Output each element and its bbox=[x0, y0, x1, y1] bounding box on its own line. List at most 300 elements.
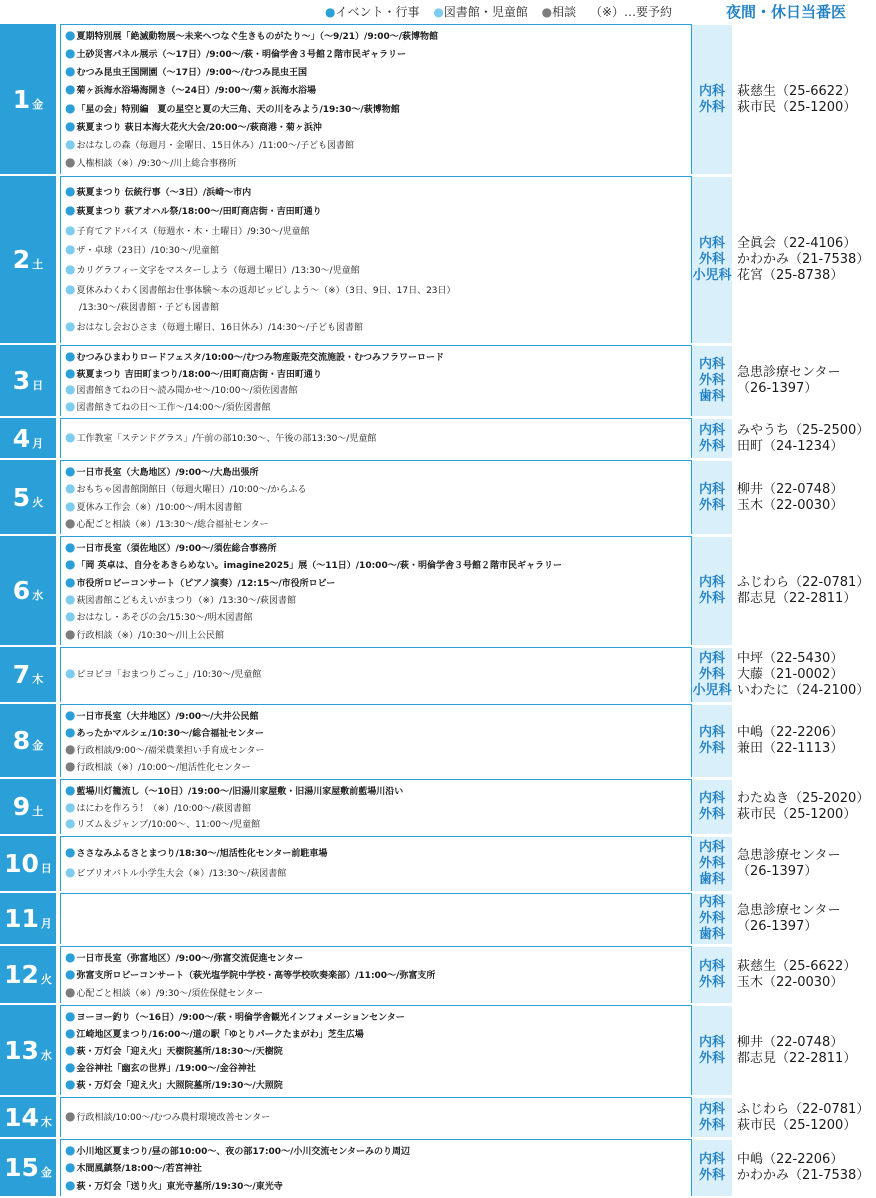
event-item bbox=[65, 222, 691, 242]
event-text: 「岡 英卓は、自分をあきらめない。imagine2025」展（～11日）/10:00～/萩・明倫学舎３号館２階市民ギャラリー bbox=[76, 561, 562, 572]
legend-item-library: ●図書館・児童館 bbox=[433, 5, 528, 19]
date-cell bbox=[0, 836, 60, 891]
event-item bbox=[65, 429, 691, 449]
department-column bbox=[692, 461, 732, 534]
doctor-name: ふじわら（22-0781） bbox=[737, 1101, 870, 1117]
events-cell bbox=[60, 836, 692, 891]
doctor-column bbox=[732, 365, 876, 397]
event-text: 萩・万灯会「迎え火」大照院墓所/19:30～/大照院 bbox=[76, 1081, 283, 1091]
bullet-icon: ● bbox=[65, 203, 76, 218]
event-text: 金谷神社「幽玄の世界」/19:00～/金谷神社 bbox=[76, 1064, 256, 1074]
department-label: 内科 bbox=[698, 895, 725, 910]
weekday-label: 土 bbox=[32, 805, 44, 818]
department-label: 外科 bbox=[698, 856, 725, 871]
bullet-icon: ● bbox=[65, 398, 76, 413]
event-item bbox=[65, 498, 691, 515]
doctor-column bbox=[732, 84, 876, 116]
duty-doctor-cell bbox=[692, 345, 876, 416]
event-item bbox=[65, 463, 691, 480]
event-item bbox=[65, 1142, 691, 1159]
date-cell bbox=[0, 460, 60, 534]
doctor-name: 中嶋（22-2206） bbox=[737, 1152, 844, 1167]
doctor-name: みやうち（25-2500） bbox=[737, 422, 870, 438]
events-cell bbox=[60, 704, 692, 777]
event-text: 夏期特別展「絶滅動物展～未来へつなぐ生きものがたり～」（～9/21）/9:00～/萩博物館 bbox=[76, 32, 439, 42]
weekday-label: 木 bbox=[32, 673, 44, 686]
event-item bbox=[65, 539, 691, 556]
department-label: 外科 bbox=[698, 667, 725, 682]
events-cell bbox=[60, 418, 692, 458]
doctor-name: 萩市民（25-1200） bbox=[737, 1117, 857, 1133]
bullet-icon: ● bbox=[65, 154, 76, 169]
events-cell bbox=[60, 176, 692, 343]
date-cell bbox=[0, 1097, 60, 1137]
department-label: 内科 bbox=[698, 840, 725, 855]
calendar-header bbox=[0, 0, 876, 24]
events-cell bbox=[60, 536, 692, 645]
event-item bbox=[65, 1177, 691, 1194]
day-row bbox=[0, 946, 876, 1005]
bullet-icon: ● bbox=[65, 816, 76, 831]
event-text: むつみ昆虫王国開園（～17日）/9:00～/むつみ昆虫王国 bbox=[76, 68, 307, 79]
bullet-icon: ● bbox=[65, 967, 76, 982]
event-text: 夏休み工作会（※）/10:00～/明木図書館 bbox=[76, 502, 243, 513]
doctor-column bbox=[732, 959, 876, 991]
bullet-icon: ● bbox=[65, 46, 76, 61]
bullet-icon: ● bbox=[65, 1108, 76, 1123]
doctor-name: 急患診療センター bbox=[737, 848, 841, 863]
weekday-label: 日 bbox=[40, 862, 52, 875]
weekday-label: 金 bbox=[40, 1166, 52, 1179]
event-text: 弥富支所ロビーコンサート（萩光塩学院中学校・高等学校吹奏楽部）/11:00～/弥富支所 bbox=[76, 971, 436, 982]
doctor-column bbox=[732, 903, 876, 935]
event-text: 一日市長室（大井地区）/9:00～/大井公民館 bbox=[76, 712, 259, 722]
weekday-label: 月 bbox=[32, 436, 44, 450]
bullet-icon: ● bbox=[65, 1060, 76, 1074]
event-text: 小川地区夏まつり/昼の部10:00～、夜の部17:00～/小川交流センターみのり周辺 bbox=[76, 1147, 410, 1157]
department-label: 外科 bbox=[698, 99, 725, 115]
doctor-column bbox=[732, 482, 876, 514]
day-row bbox=[0, 345, 876, 418]
day-row bbox=[0, 647, 876, 704]
day-number: 3 bbox=[12, 366, 31, 395]
duty-doctor-cell bbox=[692, 836, 876, 891]
doctor-column bbox=[732, 1102, 876, 1134]
day-row bbox=[0, 418, 876, 460]
event-item bbox=[65, 45, 691, 63]
doctor-name: 萩慈生（25-6622） bbox=[737, 83, 857, 99]
event-text: ピヨピヨ「おまつりごっこ」/10:30～/児童館 bbox=[76, 670, 262, 681]
department-label: 外科 bbox=[698, 741, 725, 756]
event-item bbox=[65, 799, 691, 816]
event-item bbox=[65, 1159, 691, 1176]
department-column bbox=[692, 25, 732, 174]
department-label: 小児科 bbox=[692, 683, 732, 698]
doctor-name: 萩市民（25-1200） bbox=[737, 99, 857, 115]
bullet-icon: ● bbox=[65, 540, 76, 555]
day-row bbox=[0, 536, 876, 647]
events-cell bbox=[60, 1097, 692, 1137]
date-cell bbox=[0, 893, 60, 944]
weekday-label: 金 bbox=[32, 97, 44, 111]
bullet-icon: ● bbox=[65, 222, 76, 237]
duty-doctor-cell bbox=[692, 1005, 876, 1095]
doctor-column bbox=[732, 651, 876, 699]
doctor-column bbox=[732, 1035, 876, 1067]
date-cell bbox=[0, 647, 60, 702]
event-text: 行政相談/9:00～/福栄農業担い手育成センター bbox=[76, 746, 265, 756]
department-column bbox=[692, 537, 732, 645]
event-text: 図書館きてねの日～工作～/14:00～/須佐図書館 bbox=[76, 402, 271, 413]
day-row bbox=[0, 1139, 876, 1198]
day-row bbox=[0, 176, 876, 345]
event-text: 一日市長室（須佐地区）/9:00～/須佐総合事務所 bbox=[76, 544, 277, 555]
duty-doctor-cell bbox=[692, 24, 876, 174]
doctor-name: （26-1397） bbox=[737, 919, 818, 934]
event-item bbox=[65, 136, 691, 154]
doctor-column bbox=[732, 725, 876, 757]
event-text: 「星の会」特別編 夏の星空と夏の大三角、天の川をみよう/19:30～/萩博物館 bbox=[76, 104, 400, 115]
day-number: 14 bbox=[4, 1102, 39, 1132]
bullet-icon: ● bbox=[65, 318, 76, 333]
department-label: 歯科 bbox=[698, 389, 725, 404]
event-item bbox=[65, 1042, 691, 1059]
department-label: 外科 bbox=[698, 438, 725, 454]
day-number: 13 bbox=[4, 1035, 39, 1065]
events-cell bbox=[60, 946, 692, 1003]
event-item bbox=[65, 241, 691, 261]
event-item bbox=[65, 724, 691, 741]
event-item bbox=[65, 608, 691, 625]
day-row bbox=[0, 1005, 876, 1097]
day-number: 5 bbox=[12, 482, 31, 512]
department-label: 外科 bbox=[698, 497, 725, 513]
event-text: 図書館きてねの日～読み聞かせ～/10:00～/須佐図書館 bbox=[76, 386, 298, 396]
department-column bbox=[692, 346, 732, 416]
day-row bbox=[0, 779, 876, 836]
event-item bbox=[65, 81, 691, 99]
event-item bbox=[65, 758, 691, 775]
event-text: 萩図書館こどもえいがまつり（※）/13:30～/萩図書館 bbox=[76, 596, 297, 606]
bullet-icon: ● bbox=[65, 1043, 76, 1057]
bullet-icon: ● bbox=[65, 783, 76, 797]
bullet-icon: ● bbox=[65, 865, 76, 879]
weekday-label: 木 bbox=[40, 1115, 52, 1129]
weekday-label: 土 bbox=[32, 258, 44, 271]
department-label: 内科 bbox=[698, 422, 725, 438]
event-item bbox=[65, 118, 691, 136]
department-column bbox=[692, 780, 732, 834]
weekday-label: 金 bbox=[32, 739, 44, 752]
department-label: 内科 bbox=[698, 83, 725, 99]
bullet-icon: ● bbox=[65, 592, 76, 606]
event-text: 土砂災害パネル展示（～17日）/9:00～/萩・明倫学舎３号館２階市民ギャラリー bbox=[76, 50, 406, 61]
bullet-icon: ● bbox=[65, 984, 76, 999]
day-number: 1 bbox=[12, 84, 31, 114]
bullet-icon: ● bbox=[65, 64, 76, 79]
bullet-icon: ● bbox=[65, 950, 76, 964]
doctor-name: かわかみ（21-7538） bbox=[737, 252, 870, 267]
duty-doctor-cell bbox=[692, 779, 876, 834]
events-cell bbox=[60, 1139, 692, 1196]
doctor-name: 萩慈生（25-6622） bbox=[737, 959, 857, 974]
doctor-name: 中坪（22-5430） bbox=[737, 651, 844, 666]
bullet-icon: ● bbox=[65, 708, 76, 722]
doctor-name: 都志見（22-2811） bbox=[737, 591, 857, 606]
event-item bbox=[65, 966, 691, 983]
event-text: 一日市長室（大島地区）/9:00～/大島出張所 bbox=[76, 468, 259, 478]
events-cell bbox=[60, 893, 692, 944]
date-cell bbox=[0, 24, 60, 174]
department-label: 内科 bbox=[698, 357, 725, 372]
event-text: ビブリオバトル小学生大会（※）/13:30～/萩図書館 bbox=[76, 869, 287, 879]
event-text: ささなみふるさとまつり/18:30～/旭活性化センター前駐車場 bbox=[76, 849, 328, 860]
doctor-column bbox=[732, 236, 876, 284]
event-text: おはなしの森（毎週月・金曜日、15日休み）/11:00～/子ども図書館 bbox=[76, 140, 354, 151]
bullet-icon: ● bbox=[65, 262, 76, 276]
events-cell bbox=[60, 779, 692, 834]
bullet-icon: ● bbox=[65, 498, 76, 513]
event-text: 萩夏まつり 吉田町まつり/18:00～/田町商店街・吉田町通り bbox=[76, 369, 322, 380]
events-cell bbox=[60, 345, 692, 416]
department-label: 外科 bbox=[698, 911, 725, 926]
event-text: はにわを作ろう！（※）/10:00～/萩図書館 bbox=[76, 803, 252, 814]
department-label: 内科 bbox=[698, 575, 725, 590]
event-item bbox=[65, 1108, 691, 1128]
event-text: 人権相談（※）/9:30～/川上総合事務所 bbox=[76, 158, 237, 169]
day-row bbox=[0, 836, 876, 893]
doctor-column bbox=[732, 791, 876, 823]
event-item bbox=[65, 707, 691, 724]
doctor-name: 大藤（21-0002） bbox=[737, 667, 844, 682]
event-text: 市役所ロビーコンサート（ピアノ演奏）/12:15～/市役所ロビー bbox=[76, 578, 336, 589]
date-cell bbox=[0, 779, 60, 834]
event-item bbox=[65, 815, 691, 832]
bullet-icon: ● bbox=[65, 349, 76, 363]
day-row bbox=[0, 893, 876, 946]
event-item bbox=[65, 27, 691, 45]
event-text: 菊ヶ浜海水浴場海開き（～24日）/9:00～/菊ヶ浜海水浴場 bbox=[76, 86, 316, 97]
department-label: 内科 bbox=[698, 1152, 725, 1167]
day-number: 7 bbox=[12, 660, 31, 689]
event-item bbox=[65, 864, 691, 884]
day-number: 12 bbox=[4, 960, 39, 989]
department-label: 外科 bbox=[698, 252, 725, 267]
doctor-name: ふじわら（22-0781） bbox=[737, 575, 870, 590]
bullet-icon: ● bbox=[65, 1143, 76, 1157]
bullet-icon: ● bbox=[65, 609, 76, 624]
event-item bbox=[65, 844, 691, 864]
doctor-name: 花宮（25-8738） bbox=[737, 268, 844, 283]
event-item bbox=[65, 154, 691, 172]
bullet-icon: ● bbox=[65, 742, 76, 756]
duty-doctor-cell bbox=[692, 946, 876, 1003]
event-item bbox=[65, 183, 691, 203]
event-text: ヨーヨー釣り（～16日）/9:00～/萩・明倫学舎観光インフォメーションセンター bbox=[76, 1013, 405, 1023]
date-cell bbox=[0, 536, 60, 645]
duty-doctor-cell bbox=[692, 704, 876, 777]
event-item bbox=[65, 281, 691, 301]
bullet-icon: ● bbox=[65, 557, 76, 572]
department-label: 内科 bbox=[698, 791, 725, 806]
bullet-icon: ● bbox=[65, 725, 76, 739]
calendar-rows bbox=[0, 24, 876, 1198]
doctor-column bbox=[732, 423, 876, 455]
doctor-column bbox=[732, 1152, 876, 1184]
department-column bbox=[692, 419, 732, 458]
weekday-label: 水 bbox=[40, 1048, 52, 1062]
event-item bbox=[65, 984, 691, 1001]
bullet-icon: ● bbox=[65, 1160, 76, 1175]
doctor-name: 中嶋（22-2206） bbox=[737, 725, 844, 740]
events-cell bbox=[60, 460, 692, 534]
doctor-name: かわかみ（21-7538） bbox=[737, 1168, 870, 1183]
bullet-icon: ● bbox=[65, 281, 76, 296]
event-text: むつみひまわりロードフェスタ/10:00～/むつみ物産販売交流施設・むつみフラワーロード bbox=[76, 353, 444, 363]
department-column bbox=[692, 894, 732, 944]
event-text: 萩・万灯会「送り火」東光寺墓所/19:30～/東光寺 bbox=[76, 1181, 283, 1192]
bullet-icon: ● bbox=[65, 429, 76, 444]
event-item-continued: /13:30～/萩図書館・子ども図書館 bbox=[79, 303, 220, 314]
doctor-column bbox=[732, 575, 876, 607]
doctor-name: 柳井（22-0748） bbox=[737, 481, 844, 497]
duty-doctor-cell bbox=[692, 1139, 876, 1196]
event-text: 萩夏まつり 伝統行事（～3日）/浜崎～市内 bbox=[76, 187, 252, 198]
legend-item-consult: ●相談 bbox=[541, 5, 577, 19]
date-cell bbox=[0, 418, 60, 458]
day-row bbox=[0, 1097, 876, 1139]
department-column bbox=[692, 177, 732, 343]
event-text: ザ・卓球（23日）/10:30～/児童館 bbox=[76, 246, 219, 257]
department-label: 内科 bbox=[698, 651, 725, 666]
event-item bbox=[65, 398, 691, 415]
event-item bbox=[65, 1008, 691, 1025]
department-column bbox=[692, 947, 732, 1003]
doctor-name: 玉木（22-0030） bbox=[737, 975, 844, 990]
event-item bbox=[65, 318, 691, 338]
event-item bbox=[65, 261, 691, 281]
doctor-name: 急患診療センター bbox=[737, 903, 841, 918]
department-label: 内科 bbox=[698, 725, 725, 740]
day-number: 11 bbox=[4, 904, 39, 933]
day-row bbox=[0, 460, 876, 536]
bullet-icon: ● bbox=[65, 183, 76, 198]
event-text: おはなし会おひさま（毎週土曜日、16日休み）/14:30～/子ども図書館 bbox=[76, 322, 363, 333]
event-item bbox=[65, 556, 691, 573]
event-text: 夏休みわくわく図書館お仕事体験～本の返却ピッピしよう～（※）（3日、9日、17日、23日） bbox=[76, 285, 456, 296]
department-label: 内科 bbox=[698, 1101, 725, 1117]
event-text: 工作教室「ステンドグラス」/午前の部10:30～、午後の部13:30～/児童館 bbox=[76, 433, 377, 444]
department-label: 外科 bbox=[698, 1117, 725, 1133]
bullet-icon: ● bbox=[65, 242, 76, 257]
day-number: 15 bbox=[4, 1153, 39, 1182]
date-cell bbox=[0, 946, 60, 1003]
weekday-label: 月 bbox=[40, 917, 52, 930]
duty-doctor-cell bbox=[692, 647, 876, 702]
event-text: 木間風鎮祭/18:00～/若宮神社 bbox=[76, 1164, 202, 1175]
bullet-icon: ● bbox=[65, 626, 76, 641]
doctor-name: 柳井（22-0748） bbox=[737, 1034, 844, 1050]
department-label: 外科 bbox=[698, 807, 725, 822]
event-text: 藍場川灯籠流し（～10日）/19:00～/旧湯川家屋敷・旧湯川家屋敷前藍場川沿い bbox=[76, 787, 404, 797]
department-label: 外科 bbox=[698, 975, 725, 990]
doctor-column bbox=[732, 848, 876, 880]
bullet-icon: ● bbox=[65, 1077, 76, 1091]
day-row bbox=[0, 24, 876, 176]
event-item bbox=[65, 348, 691, 365]
bullet-icon: ● bbox=[65, 136, 76, 151]
doctor-name: 全眞会（22-4106） bbox=[737, 236, 857, 251]
event-item bbox=[65, 626, 691, 643]
department-column bbox=[692, 705, 732, 777]
department-label: 歯科 bbox=[698, 927, 725, 942]
event-item bbox=[65, 365, 691, 382]
bullet-icon: ● bbox=[65, 574, 76, 589]
duty-doctor-cell bbox=[692, 1097, 876, 1137]
bullet-icon: ● bbox=[65, 799, 76, 814]
event-text: 心配ごと相談（※）/13:30～/総合福祉センター bbox=[76, 519, 269, 530]
event-item bbox=[65, 480, 691, 497]
bullet-icon: ● bbox=[65, 28, 76, 42]
duty-doctor-cell bbox=[692, 893, 876, 944]
department-label: 外科 bbox=[698, 1168, 725, 1183]
event-item bbox=[65, 741, 691, 758]
duty-doctor-cell bbox=[692, 460, 876, 534]
event-text: 子育てアドバイス（毎週水・木・土曜日）/9:30～/児童館 bbox=[76, 226, 310, 237]
bullet-icon: ● bbox=[65, 118, 76, 133]
event-text: 一日市長室（弥富地区）/9:00～/弥富交流促進センター bbox=[76, 954, 304, 964]
department-column bbox=[692, 648, 732, 702]
doctor-name: 田町（24-1234） bbox=[737, 438, 844, 454]
bullet-icon: ● bbox=[65, 759, 76, 773]
doctor-name: いわたに（24-2100） bbox=[737, 683, 870, 698]
event-item bbox=[65, 202, 691, 222]
legend-item-reservation-note: （※）…要予約 bbox=[589, 5, 673, 19]
event-text: 萩・万灯会「迎え火」天樹院墓所/18:30～/天樹院 bbox=[76, 1047, 283, 1057]
department-label: 外科 bbox=[698, 1050, 725, 1066]
events-cell bbox=[60, 647, 692, 702]
day-number: 10 bbox=[4, 849, 39, 878]
event-item bbox=[65, 1059, 691, 1076]
day-number: 9 bbox=[12, 792, 31, 821]
event-item bbox=[65, 949, 691, 966]
event-item bbox=[65, 381, 691, 398]
bullet-icon: ● bbox=[65, 382, 76, 396]
weekday-label: 火 bbox=[32, 495, 44, 509]
duty-doctor-cell bbox=[692, 418, 876, 458]
event-text: おもちゃ図書館開館日（毎週火曜日）/10:00～/からふる bbox=[76, 485, 307, 496]
bullet-icon: ● bbox=[65, 845, 76, 860]
duty-doctor-title: 夜間・休日当番医 bbox=[725, 3, 846, 21]
events-cell bbox=[60, 24, 692, 174]
weekday-label: 火 bbox=[40, 973, 52, 986]
event-text: カリグラフィー文字をマスターしよう（毎週土曜日）/13:30～/児童館 bbox=[76, 266, 360, 276]
department-label: 外科 bbox=[698, 373, 725, 388]
event-text: 萩夏まつり 萩アオハル祭/18:00～/田町商店街・吉田町通り bbox=[76, 207, 322, 218]
doctor-name: わたぬき（25-2020） bbox=[737, 791, 870, 806]
day-row bbox=[0, 704, 876, 779]
event-text: 心配ごと相談（※）/9:30～/須佐保健センター bbox=[76, 988, 263, 999]
doctor-name: 都志見（22-2811） bbox=[737, 1050, 857, 1066]
doctor-name: 玉木（22-0030） bbox=[737, 497, 844, 513]
department-label: 歯科 bbox=[698, 872, 725, 887]
event-item bbox=[65, 515, 691, 532]
department-column bbox=[692, 1006, 732, 1095]
bullet-icon: ● bbox=[65, 1026, 76, 1040]
event-text: リズム＆ジャンプ/10:00～、11:00～/児童館 bbox=[76, 820, 261, 831]
date-cell bbox=[0, 1005, 60, 1095]
weekday-label: 日 bbox=[32, 379, 44, 392]
